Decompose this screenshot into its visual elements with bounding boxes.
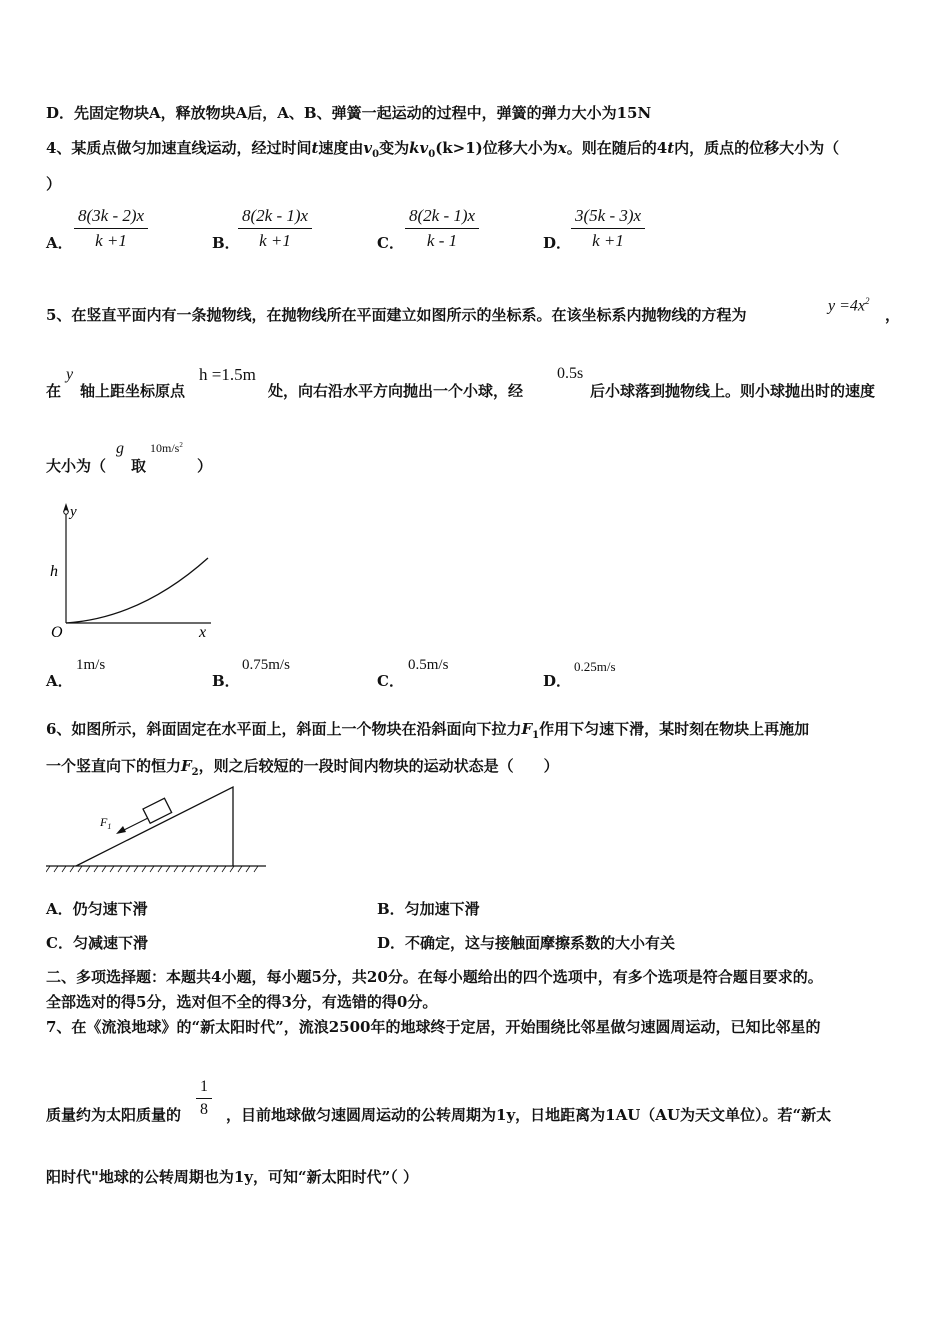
q4-option-b-denominator: k +1 <box>259 231 291 250</box>
q6-option-b: B．匀加速下滑 <box>377 900 480 918</box>
q6-figure-force-sub: 1 <box>107 822 112 831</box>
q4-condition: (k>1) <box>435 139 483 157</box>
q6-ground-hatching <box>46 866 258 872</box>
q4-option-b-fraction <box>238 206 312 251</box>
q5-line2-a: 在 <box>46 382 62 400</box>
q4-var-kv0: kv <box>409 139 429 157</box>
q5-option-b-value: 0.75m/s <box>242 657 290 673</box>
q5-line3-a: 大小为（ <box>46 457 107 475</box>
q5-g-symbol: g <box>116 440 124 457</box>
q5-figure-y-label: y <box>70 504 77 520</box>
q6-figure-force-letter: F <box>100 815 108 829</box>
q5-height: h =1.5m <box>199 365 256 384</box>
q4-option-c-fraction <box>405 206 479 251</box>
q6-force-arrowhead <box>116 826 126 834</box>
q6-option-a: A．仍匀速下滑 <box>46 900 148 918</box>
q4-stem-part2: 速度由 <box>318 139 364 157</box>
q4-var-v0: v <box>363 139 373 157</box>
q4-var-t: t <box>311 139 319 157</box>
q6-line2-b: ，则之后较短的一段时间内物块的运动状态是（ ） <box>198 757 559 775</box>
q5-comma: ， <box>885 306 901 324</box>
section2-line1: 二、多项选择题：本题共4小题，每小题5分，共20分。在每小题给出的四个选项中，有多个选项是符合题目要求的。 <box>46 968 823 986</box>
q4-stem-part1: 4、某质点做匀加速直线运动，经过时间 <box>46 139 312 157</box>
q5-option-b-label: B． <box>212 672 240 690</box>
q4-stem-part4: 位移大小为 <box>482 139 558 157</box>
q5-equation-exponent: 2 <box>865 296 870 306</box>
q4-option-a-label: A． <box>46 234 73 252</box>
q5-line3-b: 取 <box>131 457 147 475</box>
q6-option-c: C．匀减速下滑 <box>46 934 148 952</box>
q7-mass-fraction <box>196 1078 212 1119</box>
q5-line2-b: 轴上距坐标原点 <box>80 382 186 400</box>
q5-figure-h-label: h <box>50 563 58 580</box>
q7-line2-b: ，目前地球做匀速圆周运动的公转周期为1y，日地距离为1AU（AU为天文单位）。若“新太 <box>226 1106 832 1124</box>
q7-line2-a: 质量约为太阳质量的 <box>46 1106 182 1124</box>
q4-var-x: x <box>557 139 567 157</box>
q6-option-d: D．不确定，这与接触面摩擦系数的大小有关 <box>377 934 676 952</box>
q7-line1: 7、在《流浪地球》的“新太阳时代”，流浪2500年的地球终于定居，开始围绕比邻星做匀速圆周运动，已知比邻星的 <box>46 1018 821 1036</box>
q6-F2: F <box>181 757 192 775</box>
q5-equation <box>828 296 870 315</box>
q4-var-t2: t <box>667 139 675 157</box>
q6-F1: F <box>521 720 533 738</box>
q4-stem-part5: 。则在随后的4 <box>566 139 668 157</box>
q5-launch-point <box>64 510 68 514</box>
q6-line2 <box>46 755 559 778</box>
q4-option-b-numerator: 8(2k - 1)x <box>238 206 312 229</box>
q4-option-d-denominator: k +1 <box>592 231 624 250</box>
q6-line1-b: 作用下匀速下滑，某时刻在物块上再施加 <box>539 720 810 738</box>
q6-figure-force-label <box>99 815 111 831</box>
q4-option-d-fraction <box>571 206 645 251</box>
q6-F1-sub: 1 <box>532 730 540 741</box>
q5-parabola-figure <box>46 500 226 645</box>
section2-line2: 全部选对的得5分，选对但不全的得3分，有选错的得0分。 <box>46 993 438 1011</box>
q5-line3-c: ） <box>197 457 213 475</box>
q4-v0-sub: 0 <box>372 149 380 160</box>
q6-F2-sub: 2 <box>191 767 199 778</box>
q5-g-exponent: 2 <box>179 441 183 449</box>
q5-equation-text: y =4x <box>828 297 865 315</box>
q4-stem <box>46 137 839 160</box>
q4-option-a-fraction <box>74 206 148 251</box>
q4-option-b-label: B． <box>212 234 240 252</box>
q6-line2-a: 一个竖直向下的恒力 <box>46 757 182 775</box>
q5-g-value <box>150 441 183 456</box>
q5-figure-x-label: x <box>199 624 207 641</box>
q4-option-a-denominator: k +1 <box>95 231 127 250</box>
q6-line1-a: 6、如图所示，斜面固定在水平面上，斜面上一个物块在沿斜面向下拉力 <box>46 720 522 738</box>
q5-option-c-value: 0.5m/s <box>408 657 449 673</box>
q4-option-c-label: C． <box>377 234 404 252</box>
q3-option-d: D．先固定物块A，释放物块A后，A、B、弹簧一起运动的过程中，弹簧的弹力大小为15N <box>46 104 652 122</box>
q5-g-value-text: 10m/s <box>150 441 180 455</box>
q4-kv0-sub: 0 <box>428 149 436 160</box>
q4-stem-part6: 内，质点的位移大小为（ <box>674 139 840 157</box>
q4-stem-close: ） <box>46 175 62 193</box>
q5-option-a-label: A． <box>46 672 73 690</box>
q5-y-axis-symbol: y <box>66 366 74 383</box>
q5-option-a-value: 1m/s <box>76 657 106 673</box>
q4-option-a-numerator: 8(3k - 2)x <box>74 206 148 229</box>
q7-fraction-numerator: 1 <box>196 1078 212 1099</box>
q5-option-d-value: 0.25m/s <box>574 659 616 674</box>
q5-line2-c: 处，向右沿水平方向抛出一个小球，经 <box>268 382 524 400</box>
q7-line3: 阳时代"地球的公转周期也为1y，可知“新太阳时代”（ ） <box>46 1168 418 1186</box>
q4-option-d-label: D． <box>543 234 572 252</box>
q6-line1 <box>46 718 809 741</box>
q4-option-d-numerator: 3(5k - 3)x <box>571 206 645 229</box>
q5-line1: 5、在竖直平面内有一条抛物线，在抛物线所在平面建立如图所示的坐标系。在该坐标系内抛物线的方程为 <box>46 306 747 324</box>
q4-stem-part3: 变为 <box>379 139 410 157</box>
q5-figure-origin-label: O <box>51 624 63 641</box>
q4-option-c-numerator: 8(2k - 1)x <box>405 206 479 229</box>
q6-force-arrow-line <box>124 818 148 830</box>
q5-line2-d: 后小球落到抛物线上。则小球抛出时的速度 <box>590 382 876 400</box>
q4-option-c-denominator: k - 1 <box>426 231 458 250</box>
q5-option-c-label: C． <box>377 672 404 690</box>
q5-time: 0.5s <box>557 365 584 382</box>
q6-incline-figure <box>46 782 268 880</box>
q7-fraction-denominator: 8 <box>200 1101 208 1118</box>
q5-parabola-curve <box>66 558 208 623</box>
q5-option-d-label: D． <box>543 672 572 690</box>
